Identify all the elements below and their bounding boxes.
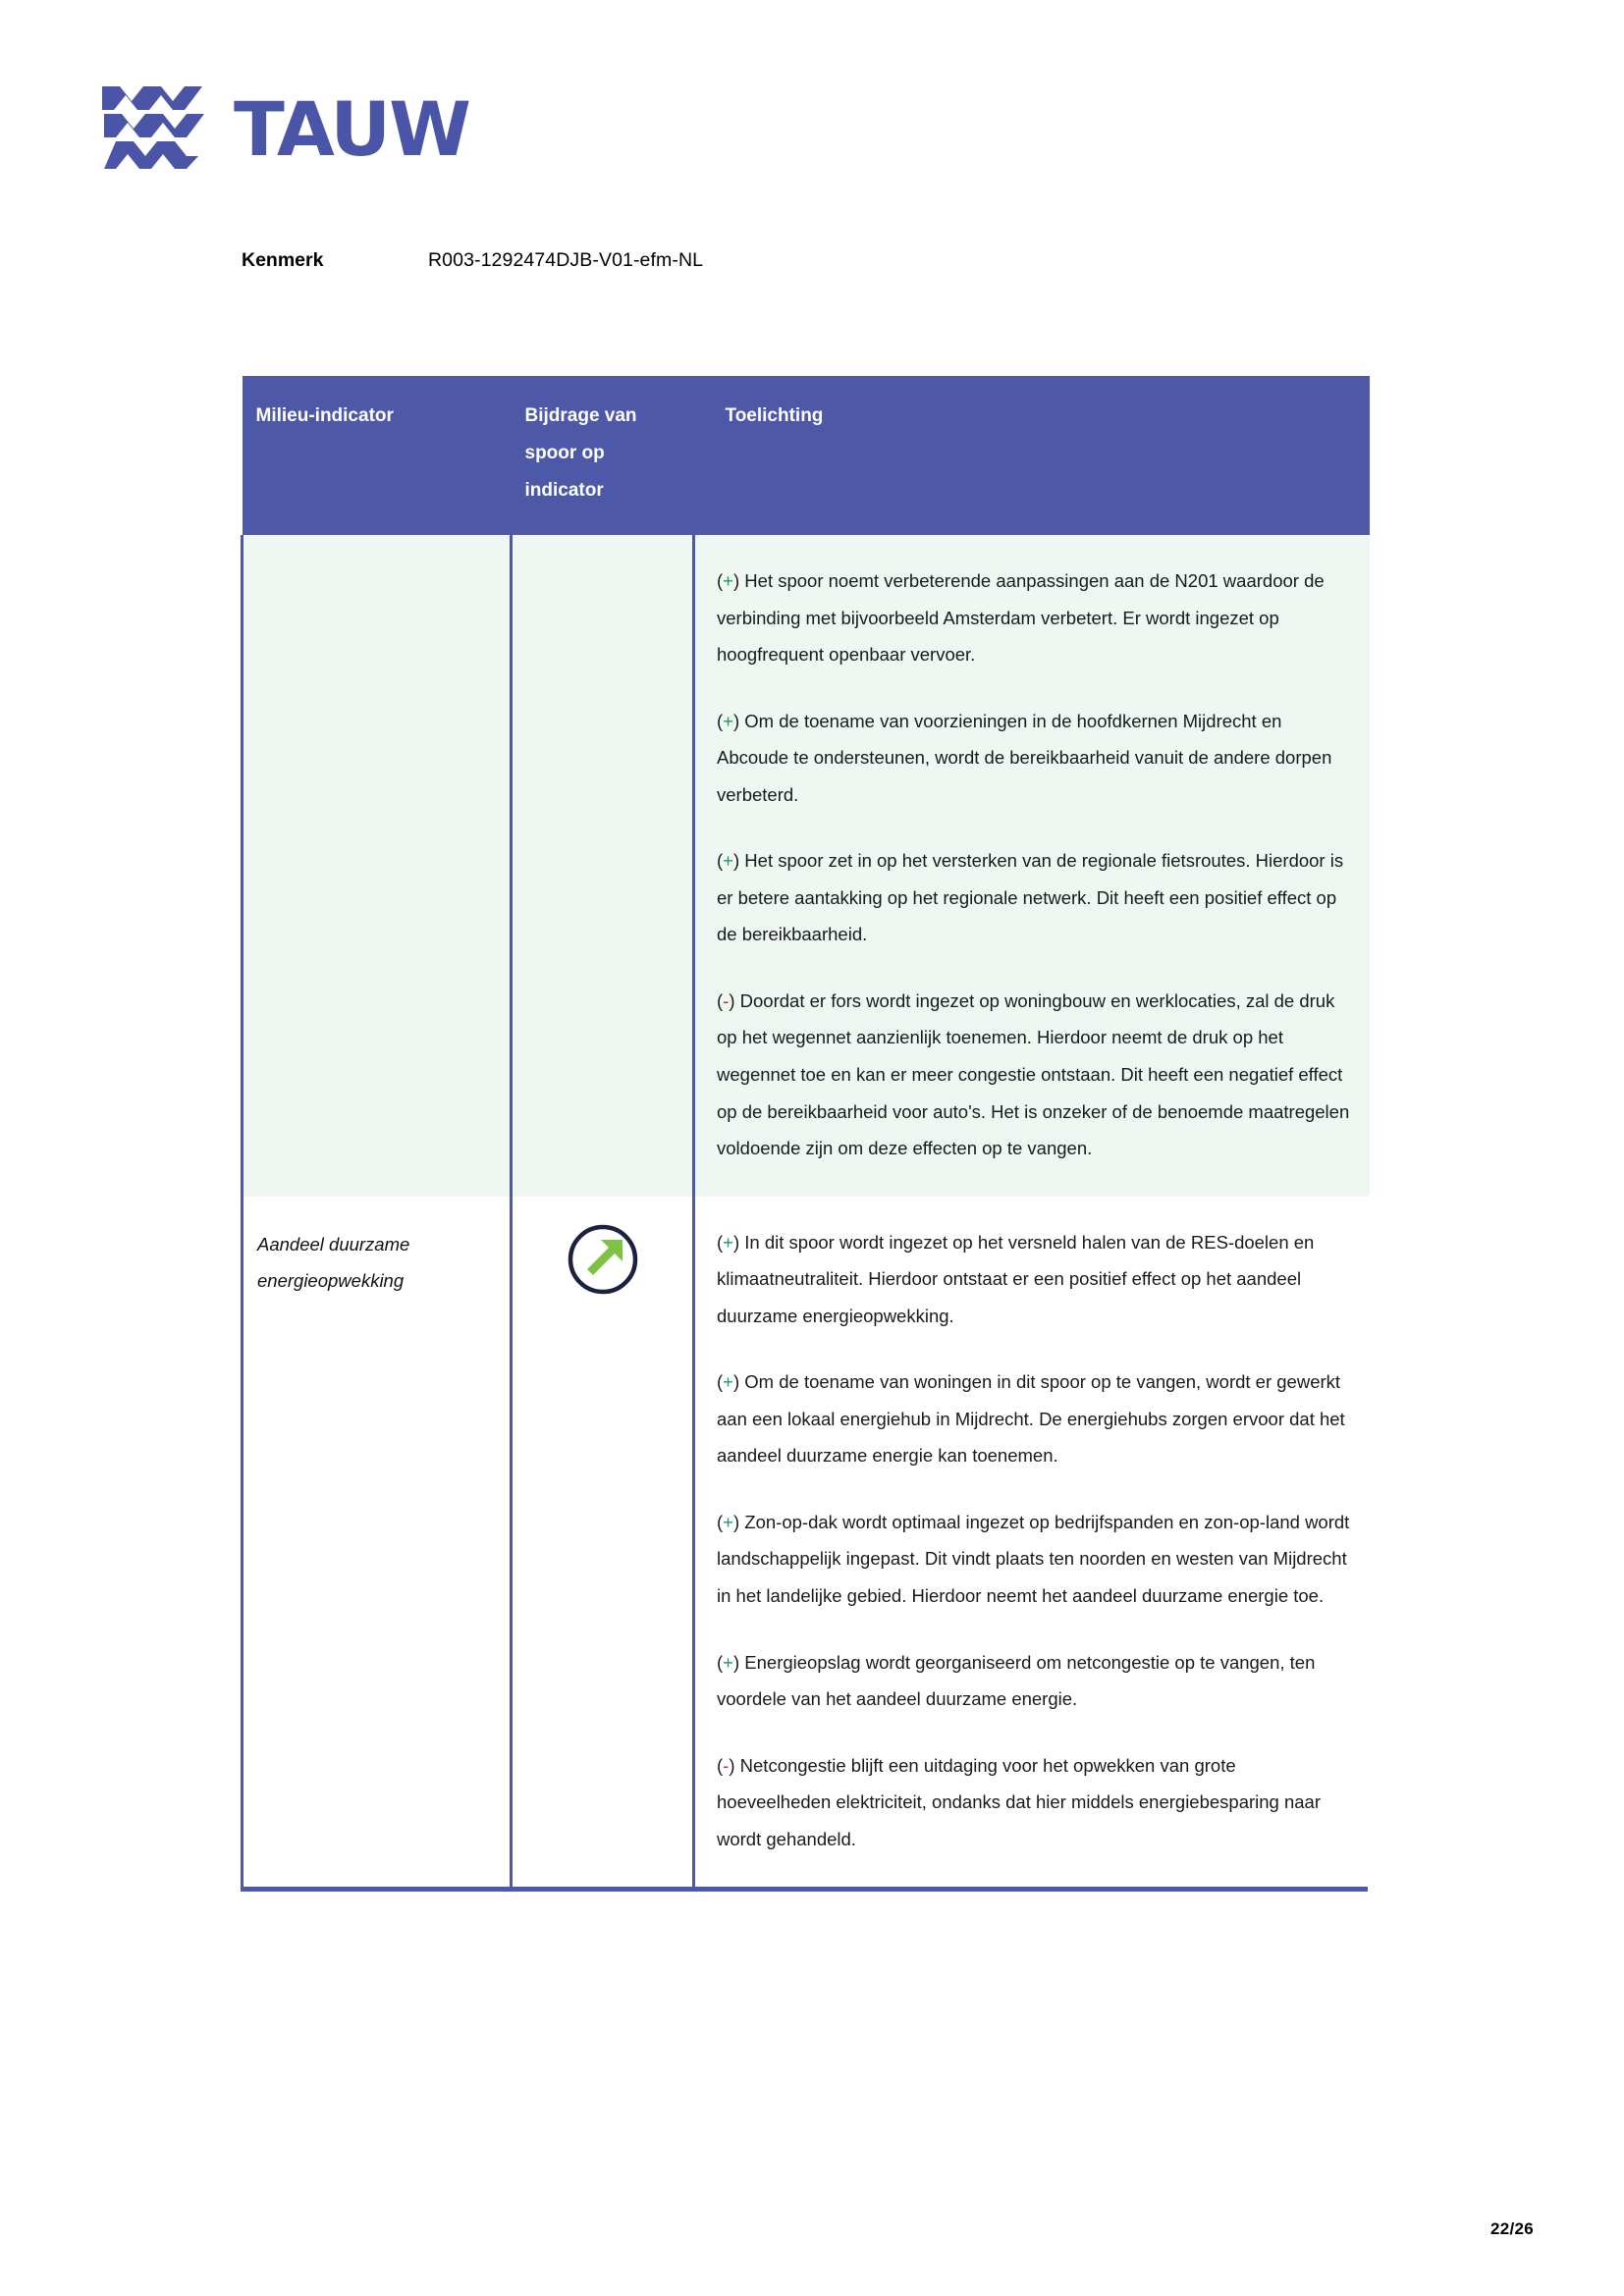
cell-toelichting: [694, 1197, 1370, 1888]
explanation-paragraph: [717, 703, 1350, 814]
marker-close-paren: ): [732, 1231, 745, 1253]
marker-close-paren: ): [729, 989, 740, 1011]
marker-open-paren: (: [717, 710, 724, 731]
marker-close-paren: ): [732, 850, 745, 872]
indicator-label: Aandeel duurzame energieopwekking: [257, 1233, 410, 1291]
marker-open-paren: (: [717, 570, 724, 591]
explanation-paragraph: [717, 1504, 1352, 1615]
table-row: [243, 1197, 1370, 1888]
positive-marker-icon: +: [723, 1231, 733, 1253]
marker-open-paren: (: [717, 850, 724, 872]
explanation-paragraph: [717, 562, 1350, 673]
milieu-indicator-table: [241, 376, 1368, 1892]
table-row: [243, 535, 1370, 1197]
paragraph-text: Doordat er fors wordt ingezet op woningbouw en werklocaties, zal de druk op het wegennet aanzienlijk toenemen. Hierdoor neemt de druk op het wegennet toe en kan er meer congestie ontstaan. Dit heeft een negatief effect op de bereikbaarheid voor auto's. Het is onzeker of de benoemde maatregelen voldoende zijn om deze effecten op te vangen.: [717, 989, 1350, 1159]
table-header-row: [243, 376, 1370, 535]
page-number: 22/26: [1489, 2219, 1534, 2238]
marker-close-paren: ): [732, 1651, 745, 1673]
cell-indicator: [243, 535, 512, 1197]
explanation-paragraph: [717, 983, 1350, 1167]
marker-close-paren: ): [732, 570, 745, 591]
paragraph-text: Energieopslag wordt georganiseerd om netcongestie op te vangen, ten voordele van het aandeel duurzame energie.: [717, 1651, 1316, 1710]
explanation-paragraph: [717, 842, 1350, 953]
paragraph-text: Het spoor noemt verbeterende aanpassingen aan de N201 waardoor de verbinding met bijvoorbeeld Amsterdam verbetert. Er wordt ingezet op hoogfrequent openbaar vervoer.: [717, 570, 1325, 666]
explanation-paragraph: [717, 1224, 1352, 1335]
tauw-chevron-logo-icon: [96, 75, 212, 181]
brand-logo: [96, 75, 469, 181]
marker-close-paren: ): [732, 1511, 745, 1532]
marker-close-paren: ): [732, 710, 745, 731]
explanation-paragraph: [717, 1363, 1352, 1474]
table-bottom-border: [241, 1887, 1368, 1892]
negative-marker-icon: -: [723, 1754, 730, 1776]
kenmerk-label: Kenmerk: [242, 249, 324, 271]
cell-score: [512, 535, 694, 1197]
positive-marker-icon: +: [723, 1511, 733, 1532]
marker-open-paren: (: [717, 1651, 724, 1673]
positive-marker-icon: +: [723, 710, 733, 731]
table-header: [243, 376, 1370, 535]
paragraph-text: Om de toename van voorzieningen in de hoofdkernen Mijdrecht en Abcoude te ondersteunen, wordt de bereikbaarheid vanuit de andere dorpen verbeterd.: [717, 710, 1332, 805]
arrow-up-right-positive-icon: [513, 1222, 692, 1297]
marker-open-paren: (: [717, 1231, 724, 1253]
column-header-milieu-indicator: Milieu-indicator: [243, 376, 512, 535]
marker-close-paren: ): [729, 1754, 740, 1776]
positive-marker-icon: +: [723, 570, 733, 591]
paragraph-text: Het spoor zet in op het versterken van de regionale fietsroutes. Hierdoor is er betere aantakking op het regionale netwerk. Dit heeft een positief effect op de bereikbaarheid.: [717, 850, 1344, 945]
kenmerk: [242, 249, 703, 272]
marker-open-paren: (: [717, 1511, 724, 1532]
paragraph-text: Zon-op-dak wordt optimaal ingezet op bedrijfspanden en zon-op-land wordt landschappelijk ingepast. Dit vindt plaats ten noorden en westen van Mijdrecht in het landelijke gebied. Hierdoor neemt het aandeel duurzame energie toe.: [717, 1511, 1350, 1607]
paragraph-text: Netcongestie blijft een uitdaging voor het opwekken van grote hoeveelheden elektriciteit, ondanks dat hier middels energiebesparing naar wordt gehandeld.: [717, 1754, 1322, 1849]
cell-score: [512, 1197, 694, 1888]
cell-indicator: [243, 1197, 512, 1888]
marker-open-paren: (: [717, 1754, 724, 1776]
column-header-toelichting: Toelichting: [694, 376, 1370, 535]
positive-marker-icon: +: [723, 850, 733, 872]
explanation-paragraph: [717, 1644, 1352, 1718]
column-header-bijdrage: Bijdrage van spoor op indicator: [512, 376, 694, 535]
negative-marker-icon: -: [723, 989, 730, 1011]
marker-open-paren: (: [717, 989, 724, 1011]
positive-marker-icon: +: [723, 1371, 733, 1393]
paragraph-text: Om de toename van woningen in dit spoor op te vangen, wordt er gewerkt aan een lokaal energiehub in Mijdrecht. De energiehubs zorgen ervoor dat het aandeel duurzame energie kan toenemen.: [717, 1371, 1345, 1467]
kenmerk-value: R003-1292474DJB-V01-efm-NL: [428, 249, 704, 271]
marker-close-paren: ): [732, 1371, 745, 1393]
marker-open-paren: (: [717, 1371, 724, 1393]
positive-marker-icon: +: [723, 1651, 733, 1673]
cell-toelichting: [694, 535, 1370, 1197]
brand-wordmark: TAUW: [234, 85, 469, 173]
paragraph-text: In dit spoor wordt ingezet op het versneld halen van de RES-doelen en klimaatneutraliteit. Hierdoor ontstaat er een positief effect op het aandeel duurzame energieopwekking.: [717, 1231, 1315, 1326]
explanation-paragraph: [717, 1747, 1352, 1858]
